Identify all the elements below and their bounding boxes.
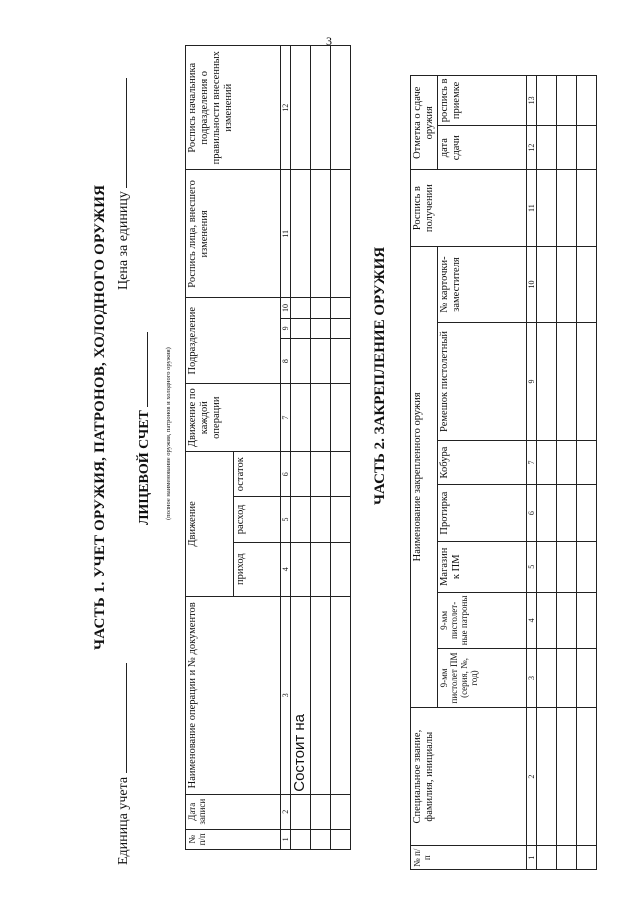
table-row: [577, 76, 597, 870]
header-movement-each: Движение по каждой операции: [186, 384, 281, 452]
header-num: № п/п: [186, 829, 281, 849]
header-subdivision: Подразделение: [186, 298, 281, 384]
col-number: 5: [281, 497, 291, 542]
col-number: 11: [527, 170, 537, 246]
account-heading: [137, 332, 153, 525]
col-number: 7: [527, 440, 537, 485]
col-number: 2: [527, 707, 537, 846]
price-per-unit: [116, 78, 132, 290]
header-signature-change: Роспись лица, внесшего изменения: [186, 170, 281, 298]
header-weapon-name: Наименование закрепленного оружия: [411, 246, 438, 707]
header-return-mark: Отметка о сдаче оружия: [411, 76, 438, 170]
col-number: 12: [527, 125, 537, 170]
weapon-account-table: [185, 45, 351, 850]
header-expense: расход: [233, 497, 281, 542]
header-card: № карточки-заместителя: [438, 246, 527, 322]
col-number: 12: [281, 46, 291, 171]
col-number: 1: [281, 829, 291, 849]
header-return-date: дата сдачи: [438, 125, 527, 170]
account-caption: (полное наименование оружия, патронов и холодного оружия): [165, 347, 172, 520]
header-operation: Наименование операции и № документов: [186, 596, 281, 794]
col-number: 4: [281, 542, 291, 596]
col-number: 6: [527, 485, 537, 541]
col-number: 11: [281, 170, 291, 298]
table-row: [331, 46, 351, 850]
col-number: 6: [281, 452, 291, 497]
header-movement: Движение: [186, 452, 234, 597]
col-number: 2: [281, 794, 291, 829]
header-sign-accept: роспись в приемке: [438, 76, 527, 126]
col-number: 9: [527, 323, 537, 441]
header-cleaning-rod: Протирка: [438, 485, 527, 541]
col-number: 10: [527, 246, 537, 322]
header-strap: Ремешок пистолетный: [438, 323, 527, 441]
col-number: 1: [527, 846, 537, 870]
table-row: [291, 46, 311, 850]
account-blank-line: [147, 332, 148, 407]
header-magazine: Магазин к ПМ: [438, 541, 527, 592]
col-number: 3: [527, 649, 537, 708]
header-income: приход: [233, 542, 281, 596]
header-holster: Кобура: [438, 440, 527, 485]
col-number: 5: [527, 541, 537, 592]
part2-title: ЧАСТЬ 2. ЗАКРЕПЛЕНИЕ ОРУЖИЯ: [372, 246, 388, 505]
header-remainder: остаток: [233, 452, 281, 497]
header-sign-receive: Роспись в получении: [411, 170, 527, 246]
table-row: [311, 46, 331, 850]
unit-label: Единица учета: [116, 776, 131, 865]
weapon-assignment-table: [410, 75, 597, 870]
status-cell: Состоит на: [291, 596, 311, 794]
col-number: 10: [281, 298, 291, 318]
header-rank: Специальное звание, фамилия, инициалы: [411, 707, 527, 846]
part1-title: ЧАСТЬ 1. УЧЕТ ОРУЖИЯ, ПАТРОНОВ, ХОЛОДНОГО ОРУЖИЯ: [92, 184, 108, 650]
col-number: 13: [527, 76, 537, 126]
unit-blank-line: [126, 663, 127, 773]
header-pistol: 9-мм пистолет ПМ (серия, №, год): [438, 649, 527, 708]
header-num: № п/п: [411, 846, 527, 870]
col-number: 3: [281, 596, 291, 794]
table-row: [537, 76, 557, 870]
header-date: Дата записи: [186, 794, 281, 829]
page-number: 3: [326, 34, 332, 48]
header-signature-head: Роспись начальника подразделения о правильности внесенных изменений: [186, 46, 281, 171]
price-label: Цена за единицу: [116, 191, 131, 290]
col-number: 4: [527, 592, 537, 648]
col-number: 8: [281, 338, 291, 383]
col-number: 7: [281, 384, 291, 452]
table-row: [557, 76, 577, 870]
col-number: 9: [281, 318, 291, 338]
price-blank-line: [126, 78, 127, 188]
account-label: ЛИЦЕВОЙ СЧЕТ: [137, 410, 152, 525]
unit-of-account: [116, 663, 132, 865]
header-cartridges: 9-мм пистолет-ные патроны: [438, 592, 527, 648]
